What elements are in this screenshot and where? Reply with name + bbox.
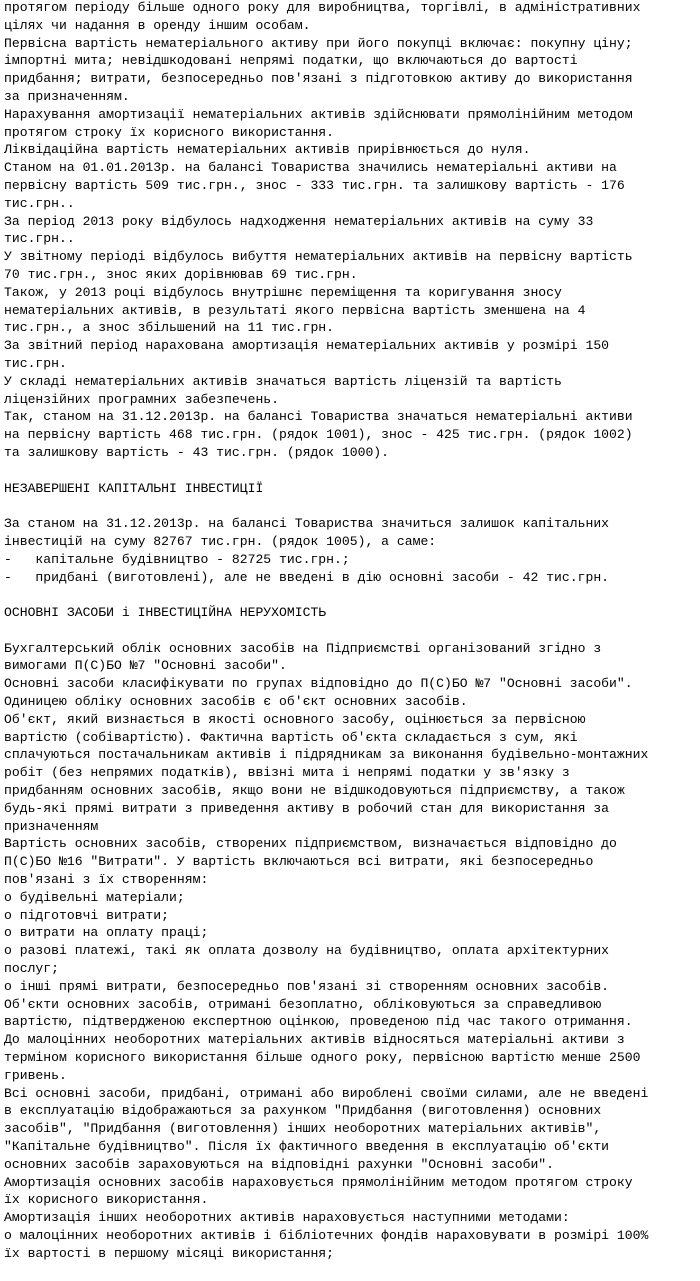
blank-line	[4, 586, 700, 604]
list-item: o підготовчі витрати;	[4, 907, 170, 923]
text-line: в експлуатацію відображаються за рахунком "Придбання (виготовлення) основних	[4, 1103, 602, 1119]
text-line: терміном корисного використання більше одного року, первісною вартістю менше 2500	[4, 1050, 641, 1066]
blank-line	[4, 462, 700, 480]
text-line: За станом на 31.12.2013р. на балансі Товариства значиться залишок капітальних	[4, 516, 610, 532]
text-line: Всі основні засоби, придбані, отримані або вироблені своїми силами, але не введені	[4, 1085, 649, 1101]
text-line: До малоцінних необоротних матеріальних активів відносяться матеріальні активи з	[4, 1032, 625, 1048]
list-item: o разові платежі, такі як оплата дозволу на будівництво, оплата архітектурних	[4, 943, 610, 959]
section-heading: НЕЗАВЕРШЕНІ КАПІТАЛЬНІ ІНВЕСТИЦІЇ	[4, 480, 264, 496]
text-line: Нарахування амортизації нематеріальних активів здійснювати прямолінійним методом	[4, 106, 633, 122]
text-line: Основні засоби класифікувати по групах відповідно до П(С)БО №7 "Основні засоби".	[4, 676, 633, 692]
text-line: вимогами П(С)БО №7 "Основні засоби".	[4, 658, 287, 674]
text-line: інвестицій на суму 82767 тис.грн. (рядок 1005), а саме:	[4, 533, 437, 549]
text-line: основних засобів зараховуються на відповідні рахунки "Основні засоби".	[4, 1156, 555, 1172]
text-line: призначенням	[4, 818, 99, 834]
text-line: Вартість основних засобів, створених підприємством, визначається відповідно до	[4, 836, 617, 852]
text-line: Амортизація основних засобів нараховується прямолінійним методом протягом строку	[4, 1174, 633, 1190]
text-line: пов'язані з їх створенням:	[4, 872, 209, 888]
text-line: цілях чи надання в оренду іншим особам.	[4, 17, 311, 33]
text-line: П(С)БО №16 "Витрати". У вартість включаються всі витрати, які безпосередньо	[4, 854, 594, 870]
text-line: 70 тис.грн., знос яких дорівнював 69 тис.грн.	[4, 266, 358, 282]
text-line: "Капітальне будівництво". Після їх фактичного введення в експлуатацію об'єкти	[4, 1139, 610, 1154]
list-item: їх вартості в першому місяці використання;	[4, 1245, 335, 1261]
text-line: вартістю (собівартістю). Фактична вартість об'єкта складається з сум, які	[4, 729, 578, 745]
text-line: Одиницею обліку основних засобів є об'єкт основних засобів.	[4, 694, 468, 710]
text-line: тис.грн., а знос збільшений на 11 тис.грн.	[4, 320, 335, 336]
text-line: протягом строку їх корисного використання.	[4, 124, 335, 140]
text-line: за призначенням.	[4, 88, 130, 104]
text-line: сплачуються постачальникам активів і підрядникам за виконання будівельно-монтажних	[4, 747, 649, 763]
list-item: послуг;	[4, 961, 60, 977]
text-line: ліцензійних програмних забезпечень.	[4, 391, 280, 407]
text-line: o інші прямі витрати, безпосередньо пов'язані зі створенням основних засобів.	[4, 978, 610, 994]
text-line: Також, у 2013 році відбулось внутрішнє переміщення та коригування зносу	[4, 284, 562, 300]
text-line: вартістю, підтвердженою експертною оцінкою, проведеною під час такого отримання.	[4, 1014, 633, 1030]
text-line: У звітному періоді відбулось вибуття нематеріальних активів на первісну вартість	[4, 249, 633, 265]
text-line: тис.грн.	[4, 355, 67, 371]
text-line: Об'єкт, який визнається в якості основного засобу, оцінюється за первісною	[4, 711, 586, 727]
text-line: За період 2013 року відбулось надходження нематеріальних активів на суму 33	[4, 213, 594, 229]
text-line: та залишкову вартість - 43 тис.грн. (рядок 1000).	[4, 444, 390, 460]
text-line: засобів", "Придбання (виготовлення) інших необоротних матеріальних активів",	[4, 1121, 602, 1137]
text-line: Амортизація інших необоротних активів нараховується наступними методами:	[4, 1210, 570, 1226]
text-line: імпортні мита; невідшкодовані непрямі податки, що включаються до вартості	[4, 53, 578, 69]
list-item: - придбані (виготовлені), але не введені в дію основні засоби - 42 тис.грн.	[4, 569, 610, 585]
text-line	[4, 1263, 700, 1281]
text-line: У складі нематеріальних активів значаться вартість ліцензій та вартість	[4, 373, 562, 389]
text-line: За звітний період нарахована амортизація нематеріальних активів у розмірі 150	[4, 338, 610, 354]
text-line: робіт (без непрямих податків), ввізні мита і непрямі податки у зв'язку з	[4, 765, 570, 781]
list-item: o витрати на оплату праці;	[4, 925, 209, 941]
blank-line	[4, 622, 700, 640]
text-line: первісну вартість 509 тис.грн., знос - 333 тис.грн. та залишкову вартість - 176	[4, 177, 625, 193]
list-item: - капітальне будівництво - 82725 тис.грн.;	[4, 551, 350, 567]
text-line: гривень.	[4, 1067, 67, 1083]
text-line: тис.грн..	[4, 231, 75, 247]
section-heading: ОСНОВНІ ЗАСОБИ і ІНВЕСТИЦІЙНА НЕРУХОМІСТЬ	[4, 605, 327, 621]
text-line: протягом періоду більше одного року для виробництва, торгівлі, в адміністративних	[4, 0, 641, 15]
text-line: їх корисного використання.	[4, 1192, 209, 1208]
text-line: придбання; витрати, безпосередньо пов'язані з підготовкою активу до використання	[4, 71, 633, 87]
text-line: на первісну вартість 468 тис.грн. (рядок 1001), знос - 425 тис.грн. (рядок 1002)	[4, 427, 633, 443]
text-line: Ліквідаційна вартість нематеріальних активів прирівнюється до нуля.	[4, 142, 531, 158]
text-line: o будівельні матеріали;	[4, 889, 185, 905]
text-line: o малоцінних необоротних активів і бібліотечних фондів нараховувати в розмірі 100%	[4, 1227, 649, 1243]
text-line: Первісна вартість нематеріального активу при його покупці включає: покупну ціну;	[4, 35, 633, 51]
list-item: Об'єкти основних засобів, отримані безоплатно, обліковуються за справедливою	[4, 996, 602, 1012]
text-line: Станом на 01.01.2013р. на балансі Товариства значились нематеріальні активи на	[4, 160, 617, 176]
text-line: Так, станом на 31.12.2013р. на балансі Товариства значаться нематеріальні активи	[4, 409, 633, 425]
text-line: тис.грн..	[4, 195, 75, 211]
text-line: будь-які прямі витрати з приведення активу в робочий стан для використання за	[4, 800, 610, 816]
text-line: Бухгалтерський облік основних засобів на Підприємстві організований згідно з	[4, 640, 602, 656]
blank-line	[4, 497, 700, 515]
text-line: придбанням основних засобів, якщо вони не відшкодовуються підприємству, а також	[4, 783, 625, 799]
text-line: нематеріальних активів, в результаті якого первісна вартість зменшена на 4	[4, 302, 586, 318]
